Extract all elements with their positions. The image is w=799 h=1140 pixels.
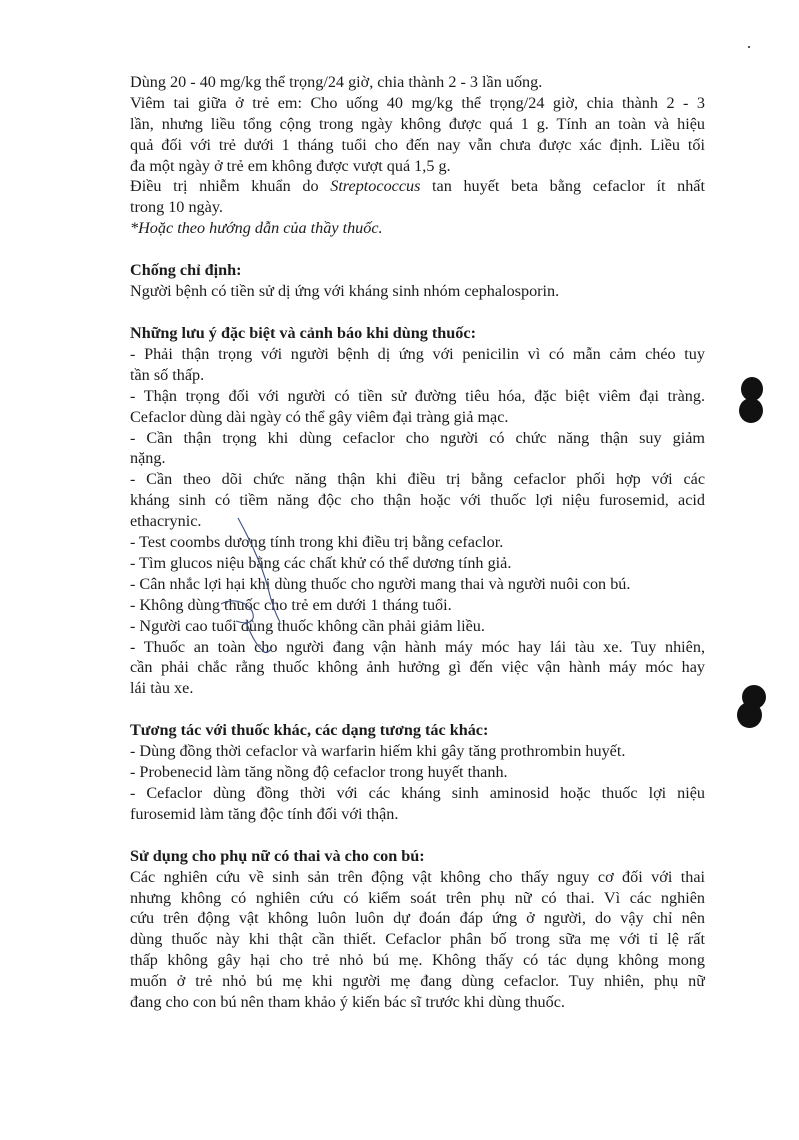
pregnancy-line: đang cho con bú nên tham khảo ý kiến bác sĩ trước khi dùng thuốc. [130, 992, 565, 1011]
pregnancy-line: Các nghiên cứu về sinh sản trên động vật không cho thấy nguy cơ đối với thai [130, 867, 705, 886]
dosage-line: Viêm tai giữa ở trẻ em: Cho uống 40 mg/kg thể trọng/24 giờ, chia thành 2 - 3 [130, 93, 705, 112]
contraindications-line: Người bệnh có tiền sử dị ứng với kháng sinh nhóm cephalosporin. [130, 282, 560, 301]
pregnancy-line: nhưng không có nghiên cứu có kiểm soát trên phụ nữ có thai. Vì các nghiên [130, 888, 705, 907]
warnings-line: - Cân nhắc lợi hại khi dùng thuốc cho người mang thai và người nuôi con bú. [130, 574, 631, 593]
warnings-line: - Người cao tuổi dùng thuốc không cần phải giảm liều. [130, 616, 485, 635]
warnings-line: kháng sinh có tiềm năng độc cho thận hoặc với thuốc lợi niệu furosemid, acid [130, 491, 705, 510]
punch-dot [737, 702, 762, 728]
warnings-line: ethacrynic. [130, 512, 202, 531]
interactions-line: - Dùng đồng thời cefaclor và warfarin hiếm khi gây tăng prothrombin huyết. [130, 742, 626, 761]
interactions-line: - Cefaclor dùng đồng thời với các kháng sinh aminosid hoặc thuốc lợi niệu [130, 783, 705, 802]
section-heading: Chống chỉ định: [130, 261, 242, 280]
dosage-note: *Hoặc theo hướng dẫn của thầy thuốc. [130, 219, 383, 238]
warnings-line: tần số thấp. [130, 365, 205, 384]
dosage-line: Dùng 20 - 40 mg/kg thể trọng/24 giờ, chia thành 2 - 3 lần uống. [130, 73, 543, 91]
pregnancy-line: cứu trên động vật không luôn luôn dự đoán đáp ứng ở người, do vậy chỉ nên [130, 909, 705, 928]
dosage-line: quả đối với trẻ dưới 1 tháng tuổi cho đến nay vẫn chưa được xác định. Liều tối [130, 135, 705, 154]
section-heading: Những lưu ý đặc biệt và cảnh báo khi dùng thuốc: [130, 324, 476, 342]
punch-dot [739, 398, 763, 423]
warnings-line: - Cần thận trọng khi dùng cefaclor cho người có chức năng thận suy giảm [130, 428, 705, 447]
pregnancy-line: dùng thuốc này khi thật cần thiết. Cefaclor phân bố trong sữa mẹ với tỉ lệ rất [130, 930, 705, 949]
warnings-line: cần phải chắc rằng thuốc không ảnh hưởng gì đến việc vận hành máy móc hay [130, 658, 705, 677]
warnings-line: - Thuốc an toàn cho người đang vận hành máy móc hay lái tàu xe. Tuy nhiên, [130, 637, 705, 656]
interactions-line: - Probenecid làm tăng nồng độ cefaclor trong huyết thanh. [130, 763, 508, 782]
warnings-line: lái tàu xe. [130, 679, 194, 698]
interactions-line: furosemid làm tăng độc tính đối với thận. [130, 804, 399, 823]
section-heading: Sử dụng cho phụ nữ có thai và cho con bú: [130, 846, 425, 865]
section-heading: Tương tác với thuốc khác, các dạng tương tác khác: [130, 721, 489, 740]
pregnancy-line: thấp không gây hại cho trẻ nhỏ bú mẹ. Không thấy có tác dụng không mong [130, 951, 705, 970]
warnings-line: - Phải thận trọng với người bệnh dị ứng với penicilin vì có mẫn cảm chéo tuy [130, 344, 705, 363]
dosage-line: đa một ngày ở trẻ em không được vượt quá 1,5 g. [130, 156, 451, 175]
warnings-line: - Tìm glucos niệu bằng các chất khử có thể dương tính giả. [130, 553, 512, 572]
dosage-line: lần, nhưng liều tổng cộng trong ngày không được quá 1 g. Tính an toàn và hiệu [130, 114, 705, 133]
warnings-line: - Thận trọng đối với người có tiền sử đường tiêu hóa, đặc biệt viêm đại tràng. [130, 386, 705, 405]
warnings-line: - Không dùng thuốc cho trẻ em dưới 1 tháng tuổi. [130, 595, 452, 614]
text-run: tan huyết beta bằng cefaclor ít nhất [420, 177, 705, 196]
dosage-line: trong 10 ngày. [130, 198, 223, 217]
warnings-line: - Cần theo dõi chức năng thận khi điều trị bằng cefaclor phối hợp với các [130, 470, 705, 489]
warnings-line: - Test coombs dương tính trong khi điều trị bằng cefaclor. [130, 532, 504, 551]
pregnancy-line: muốn ở trẻ nhỏ bú mẹ khi người mẹ đang dùng cefaclor. Tuy nhiên, phụ nữ [130, 972, 705, 991]
warnings-line: Cefaclor dùng dài ngày có thể gây viêm đại tràng giả mạc. [130, 407, 509, 426]
warnings-line: nặng. [130, 449, 166, 468]
text-run: Điều trị nhiễm khuẩn do [130, 177, 331, 196]
species-name: Streptococcus [330, 177, 421, 196]
